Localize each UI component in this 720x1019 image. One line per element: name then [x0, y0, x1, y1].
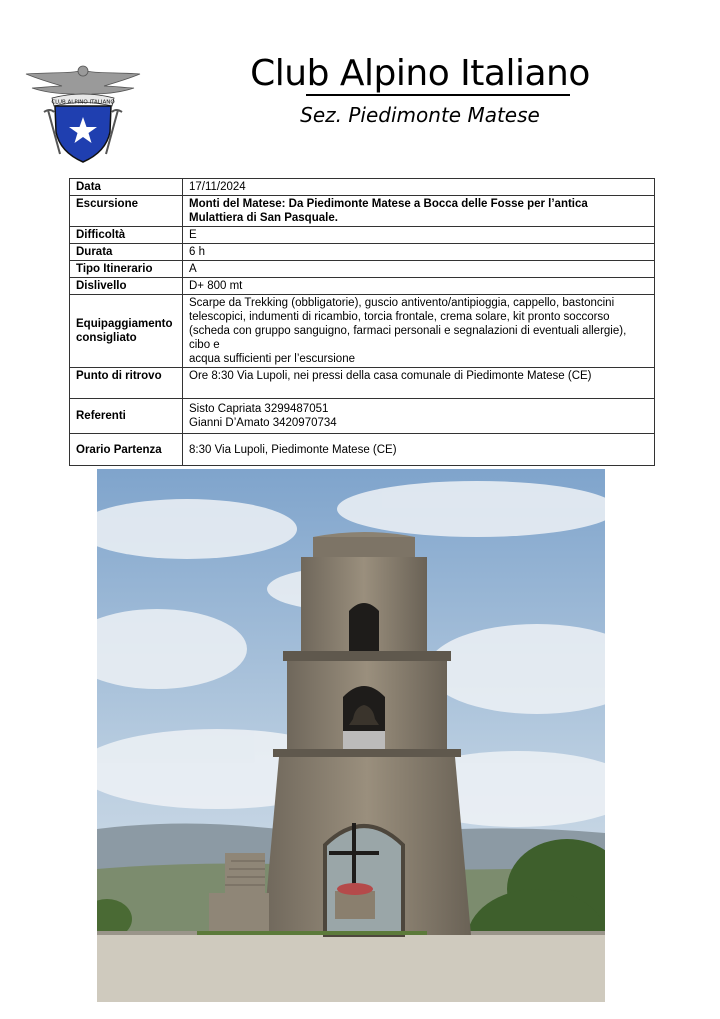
table-row	[70, 434, 655, 466]
row-label: Data	[70, 179, 183, 196]
row-value: 6 h	[183, 244, 655, 261]
row-label: Orario Partenza	[70, 434, 183, 466]
row-value: Monti del Matese: Da Piedimonte Matese a Bocca delle Fosse per l’antica Mulattiera di San Pasquale.	[183, 196, 655, 227]
eagle-icon	[26, 66, 140, 98]
row-label: Escursione	[70, 196, 183, 227]
row-value: D+ 800 mt	[183, 278, 655, 295]
row-label: Tipo Itinerario	[70, 261, 183, 278]
row-label: Durata	[70, 244, 183, 261]
row-label: Equipaggiamento consigliato	[70, 295, 183, 368]
row-value: Scarpe da Trekking (obbligatorie), guscio antivento/antipioggia, cappello, bastoncini telescopici, indumenti di ricambio, torcia frontale, crema solare, kit pronto soccorso (scheda con gruppo sanguigno, farmaci personali e segnalazioni di eventuali allergie), cibo e acqua sufficienti per l’escursione	[183, 295, 655, 368]
row-value: Ore 8:30 Via Lupoli, nei pressi della casa comunale di Piedimonte Matese (CE)	[183, 368, 655, 399]
page-subtitle: Sez. Piedimonte Matese	[300, 103, 540, 127]
row-value: A	[183, 261, 655, 278]
table-row	[70, 261, 655, 278]
row-label: Punto di ritrovo	[70, 368, 183, 399]
table-row	[70, 196, 655, 227]
row-label: Referenti	[70, 399, 183, 434]
table-row	[70, 295, 655, 368]
row-value: E	[183, 227, 655, 244]
bell-tower-photo	[97, 469, 605, 1002]
table-row	[70, 368, 655, 399]
row-value: 8:30 Via Lupoli, Piedimonte Matese (CE)	[183, 434, 655, 466]
row-value: Sisto Capriata 3299487051 Gianni D’Amato 3420970734	[183, 399, 655, 434]
row-value: 17/11/2024	[183, 179, 655, 196]
table-row	[70, 227, 655, 244]
cai-logo	[22, 62, 144, 168]
title-underline	[306, 94, 570, 96]
row-label: Dislivello	[70, 278, 183, 295]
page-title: Club Alpino Italiano	[250, 53, 590, 94]
table-row	[70, 244, 655, 261]
row-label: Difficoltà	[70, 227, 183, 244]
excursion-table	[69, 178, 655, 466]
table-row	[70, 399, 655, 434]
table-row	[70, 179, 655, 196]
table-row	[70, 278, 655, 295]
logo-ribbon-text: CLUB ALPINO ITALIANO	[51, 99, 115, 106]
